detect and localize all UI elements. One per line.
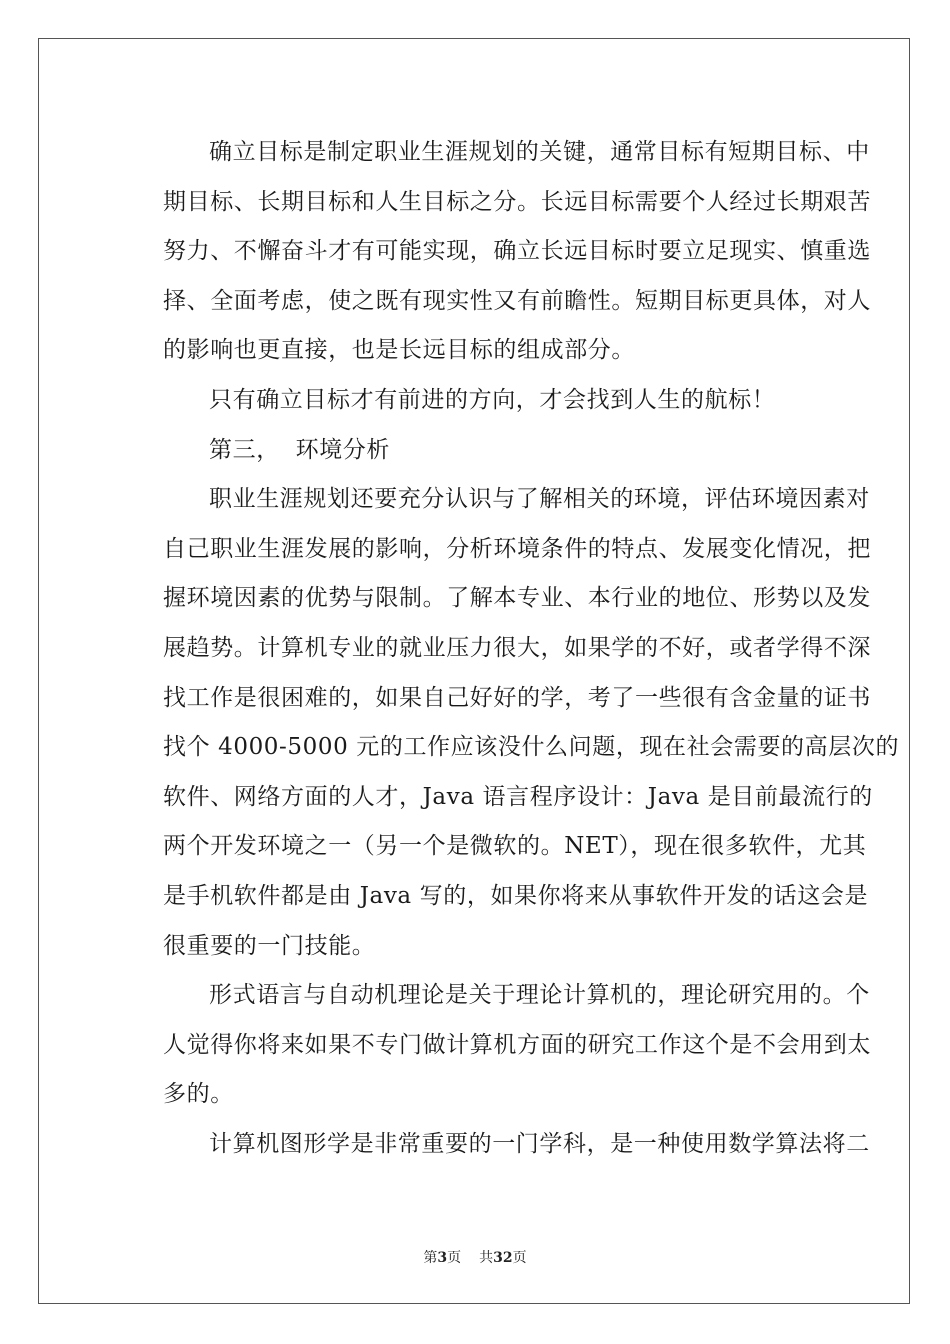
text-line: 软件、网络方面的人才，Java 语言程序设计：Java 是目前最流行的 xyxy=(163,783,873,810)
text-line: 期目标、长期目标和人生目标之分。长远目标需要个人经过长期艰苦 xyxy=(163,188,871,215)
page-number-suffix: 页 xyxy=(447,1250,462,1266)
text-line: 两个开发环境之一（另一个是微软的。NET），现在很多软件，尤其 xyxy=(163,833,867,860)
text-line: 努力、不懈奋斗才有可能实现，确立长远目标时要立足现实、慎重选 xyxy=(163,238,871,265)
text-line: 是手机软件都是由 Java 写的，如果你将来从事软件开发的话这会是 xyxy=(163,882,869,909)
page-number: 3 xyxy=(437,1250,448,1266)
paragraph-direction xyxy=(117,376,835,426)
text-line: 只有确立目标才有前进的方向，才会找到人生的航标！ xyxy=(209,386,776,413)
paragraph-environment-analysis xyxy=(117,475,900,971)
text-line: 找工作是很困难的，如果自己好好的学，考了一些很有含金量的证书 xyxy=(163,684,871,711)
text-line: 多的。 xyxy=(163,1081,234,1108)
total-pages-prefix: 共 xyxy=(479,1250,494,1266)
text-line: 确立目标是制定职业生涯规划的关键，通常目标有短期目标、中 xyxy=(209,139,870,165)
total-pages: 32 xyxy=(493,1250,513,1266)
text-line: 很重要的一门技能。 xyxy=(163,932,376,959)
section-heading: 第三， 环境分析 xyxy=(209,436,391,463)
text-line: 择、全面考虑，使之既有现实性又有前瞻性。短期目标更具体，对人 xyxy=(163,287,871,314)
page-footer xyxy=(0,1247,950,1267)
page-number-prefix: 第 xyxy=(423,1250,438,1266)
text-line: 自己职业生涯发展的影响，分析环境条件的特点、发展变化情况，把 xyxy=(163,535,871,562)
text-line: 形式语言与自动机理论是关于理论计算机的，理论研究用的。个 xyxy=(209,982,870,1009)
text-line: 展趋势。计算机专业的就业压力很大，如果学的不好，或者学得不深 xyxy=(163,634,871,661)
section-heading-environment xyxy=(117,426,835,476)
text-line: 人觉得你将来如果不专门做计算机方面的研究工作这个是不会用到太 xyxy=(163,1031,871,1058)
total-pages-suffix: 页 xyxy=(512,1250,527,1266)
text-line: 握环境因素的优势与限制。了解本专业、本行业的地位、形势以及发 xyxy=(163,585,871,612)
paragraph-computer-graphics xyxy=(117,1120,870,1170)
text-line: 的影响也更直接，也是长远目标的组成部分。 xyxy=(163,337,635,364)
text-line: 职业生涯规划还要充分认识与了解相关的环境，评估环境因素对 xyxy=(209,486,870,513)
paragraph-goal-setting xyxy=(117,128,871,376)
text-line: 计算机图形学是非常重要的一门学科，是一种使用数学算法将二 xyxy=(209,1130,870,1157)
paragraph-formal-languages xyxy=(117,971,871,1120)
text-line: 找个 4000-5000 元的工作应该没什么问题，现在社会需要的高层次的 xyxy=(163,734,900,761)
document-body xyxy=(117,128,900,1169)
